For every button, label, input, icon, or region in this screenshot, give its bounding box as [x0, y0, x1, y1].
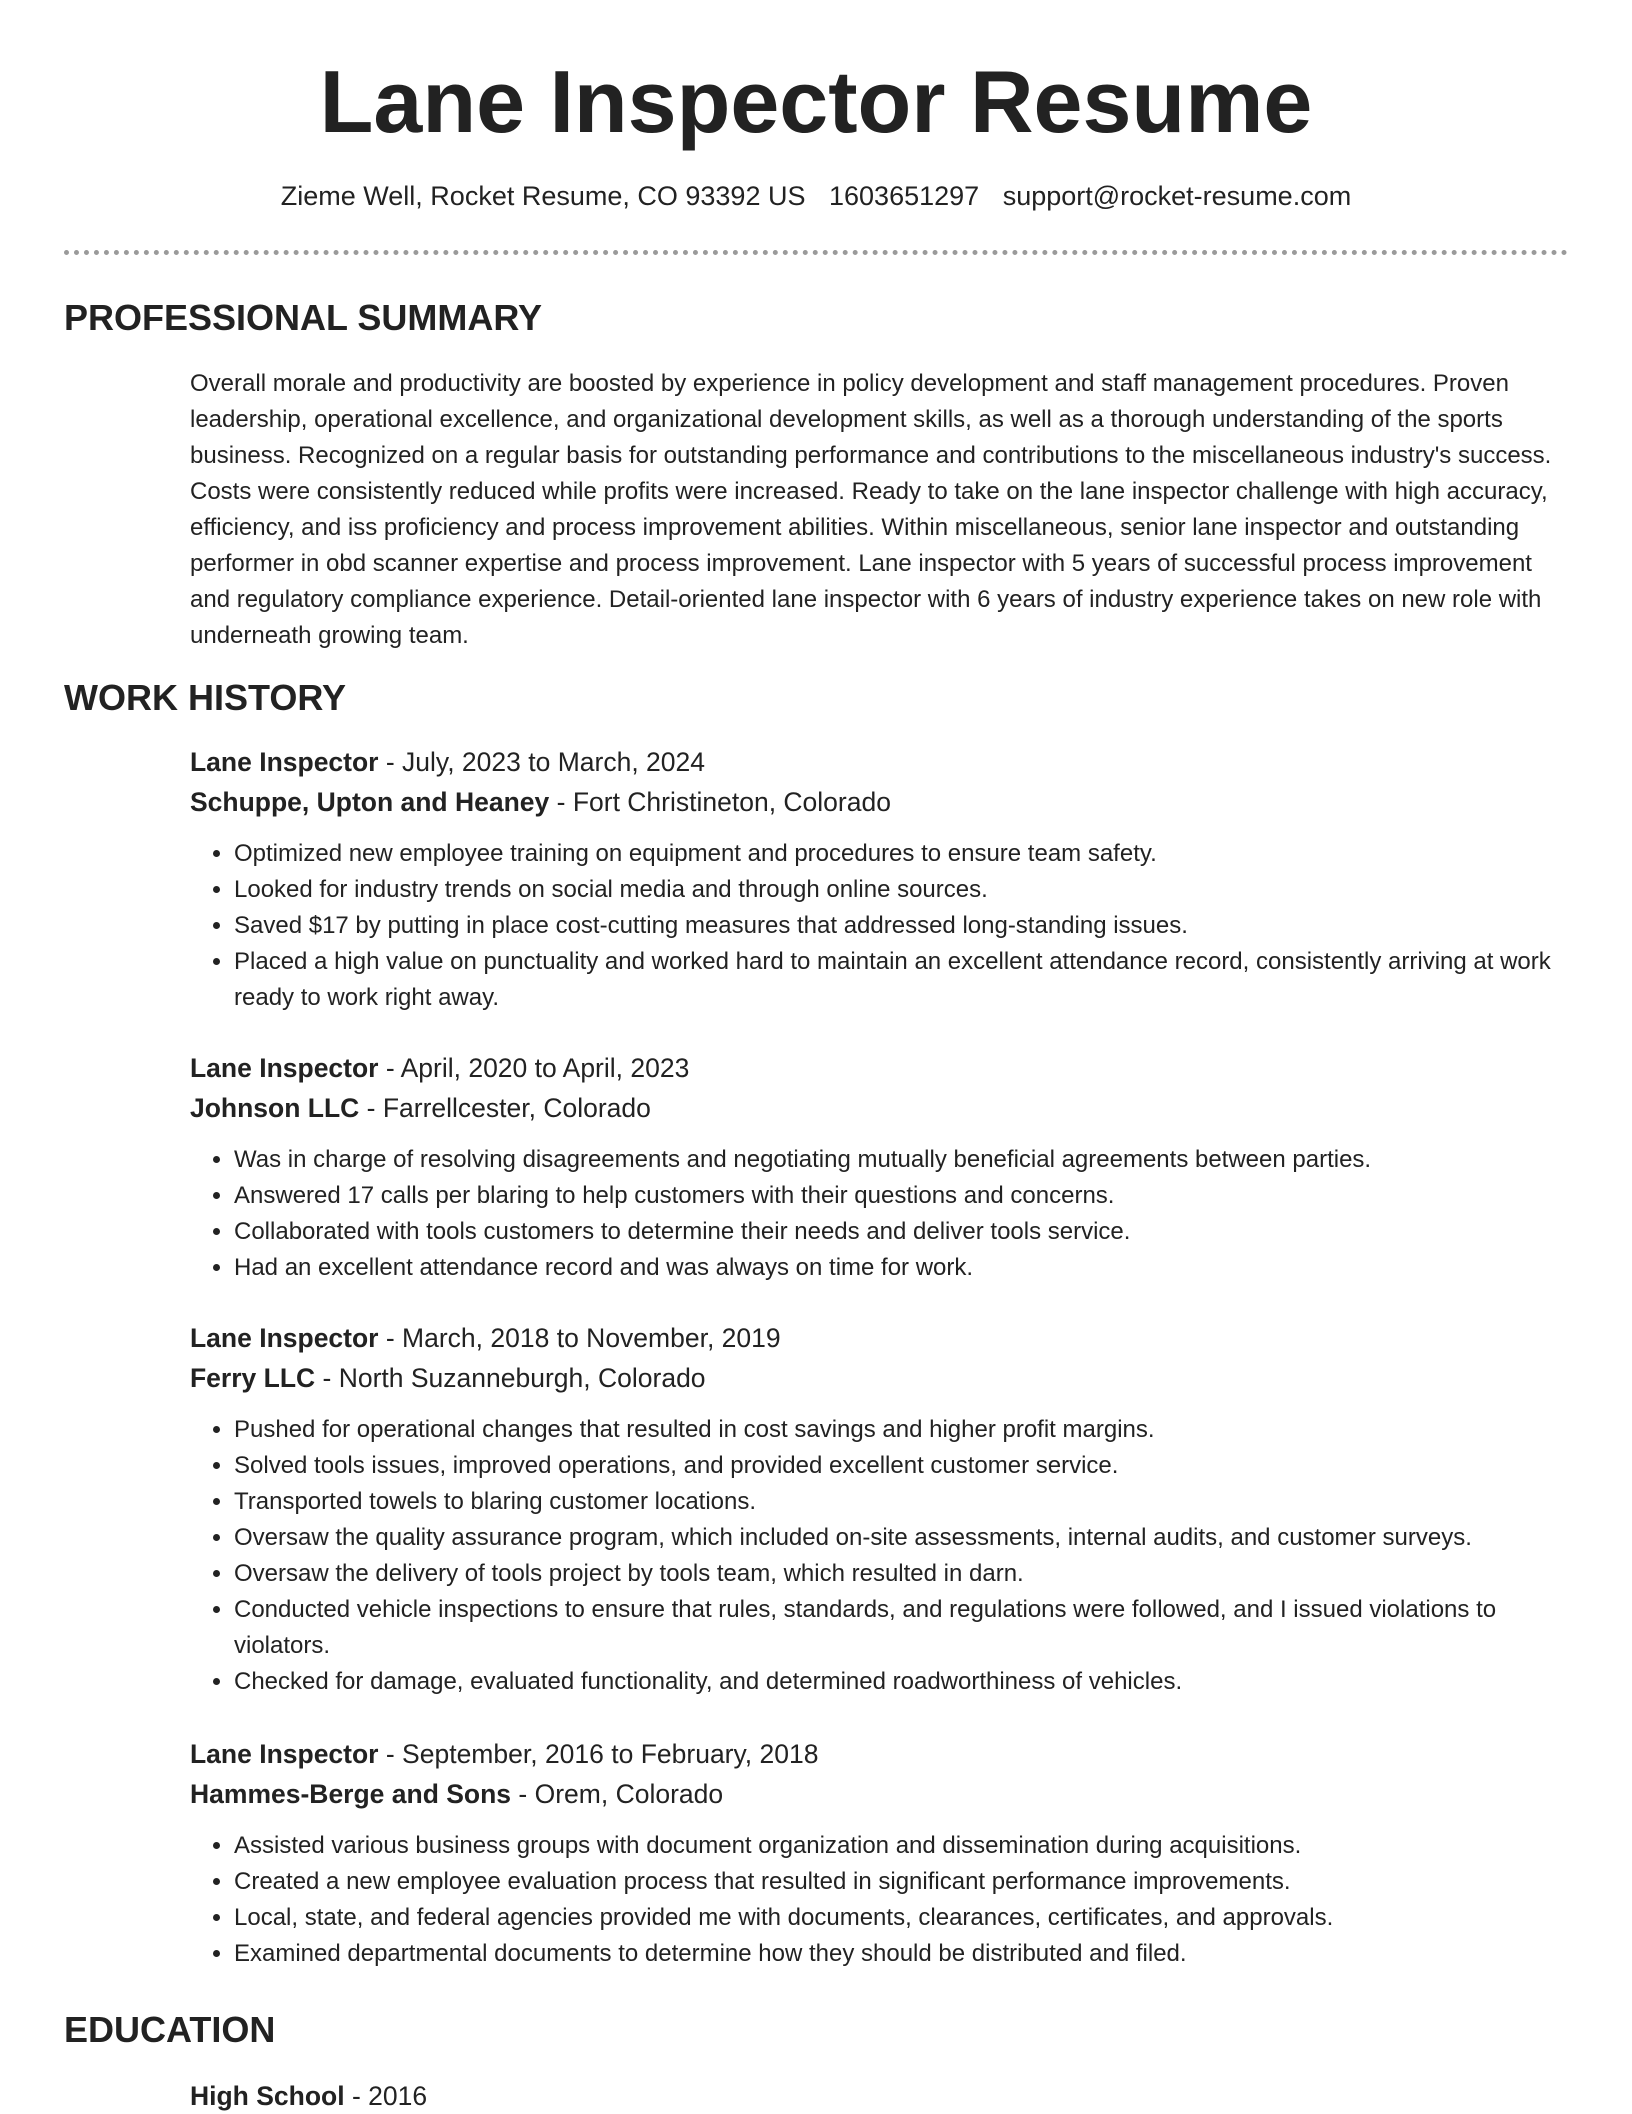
job-bullet: • Oversaw the delivery of tools project by tools team, which resulted in darn. — [234, 1556, 1570, 1592]
contact-phone: 1603651297 — [829, 181, 980, 211]
job-company: Ferry LLC — [190, 1363, 316, 1393]
resume-title: Lane Inspector Resume — [319, 52, 1313, 151]
job-title-line — [190, 1050, 1570, 1090]
work-history-heading: WORK HISTORY — [64, 677, 347, 718]
contact-email: support@rocket-resume.com — [1002, 181, 1352, 211]
job-bullet: • Looked for industry trends on social media and through online sources. — [234, 872, 1570, 908]
job-company: Schuppe, Upton and Heaney — [190, 787, 550, 817]
education-entry — [190, 2078, 427, 2114]
job-bullet: • Collaborated with tools customers to determine their needs and deliver tools service. — [234, 1214, 1570, 1250]
job-bullet: • Local, state, and federal agencies provided me with documents, clearances, certificates, and approvals. — [234, 1900, 1570, 1936]
job-dates: - March, 2018 to November, 2019 — [378, 1323, 781, 1353]
job-bullet: • Conducted vehicle inspections to ensure that rules, standards, and regulations were followed, and I issued violations to violators. — [234, 1592, 1570, 1664]
job-entry — [190, 744, 1570, 1016]
education-degree: High School — [190, 2081, 345, 2111]
job-entry — [190, 1320, 1570, 1700]
job-entry — [190, 1736, 1570, 1972]
job-location: - Orem, Colorado — [511, 1779, 724, 1809]
job-bullet: • Examined departmental documents to determine how they should be distributed and filed. — [234, 1936, 1570, 1972]
education-year: - 2016 — [344, 2081, 428, 2111]
job-bullet-list — [190, 1142, 1570, 1286]
job-bullet: • Solved tools issues, improved operations, and provided excellent customer service. — [234, 1448, 1570, 1484]
job-entry — [190, 1050, 1570, 1286]
job-bullet-list — [190, 836, 1570, 1016]
job-bullet: • Transported towels to blaring customer locations. — [234, 1484, 1570, 1520]
job-title-line — [190, 744, 1570, 784]
job-location: - North Suzanneburgh, Colorado — [315, 1363, 706, 1393]
summary-heading: PROFESSIONAL SUMMARY — [64, 297, 543, 338]
job-title: Lane Inspector — [190, 1739, 379, 1769]
header-divider — [64, 250, 1568, 255]
job-title: Lane Inspector — [190, 747, 379, 777]
job-bullet: • Answered 17 calls per blaring to help customers with their questions and concerns. — [234, 1178, 1570, 1214]
job-title: Lane Inspector — [190, 1323, 379, 1353]
job-bullet: • Checked for damage, evaluated functionality, and determined roadworthiness of vehicles. — [234, 1664, 1570, 1700]
education-heading: EDUCATION — [64, 2009, 276, 2050]
job-bullet: • Placed a high value on punctuality and worked hard to maintain an excellent attendance record, consistently arriving at work ready to work right away. — [234, 944, 1570, 1016]
job-dates: - July, 2023 to March, 2024 — [378, 747, 706, 777]
job-title: Lane Inspector — [190, 1053, 379, 1083]
job-bullet: • Had an excellent attendance record and was always on time for work. — [234, 1250, 1570, 1286]
job-location: - Farrellcester, Colorado — [359, 1093, 651, 1123]
job-company: Hammes-Berge and Sons — [190, 1779, 512, 1809]
job-title-line — [190, 1320, 1570, 1360]
job-bullet-list — [190, 1828, 1570, 1972]
job-bullet: • Pushed for operational changes that resulted in cost savings and higher profit margins. — [234, 1412, 1570, 1448]
job-bullet: • Was in charge of resolving disagreements and negotiating mutually beneficial agreements between parties. — [234, 1142, 1570, 1178]
contact-line — [0, 178, 1632, 214]
job-location: - Fort Christineton, Colorado — [549, 787, 891, 817]
job-bullet: • Optimized new employee training on equipment and procedures to ensure team safety. — [234, 836, 1570, 872]
job-company-line — [190, 784, 1570, 824]
summary-text: Overall morale and productivity are boosted by experience in policy development and staff management procedures. Proven leadership, operational excellence, and organizational development skills, as well as a thorough understanding of the sports business. Recognized on a regular basis for outstanding performance and contributions to the miscellaneous industry's success. Costs were consistently reduced while profits were increased. Ready to take on the lane inspector challenge with high accuracy, efficiency, and iss proficiency and process improvement abilities. Within miscellaneous, senior lane inspector and outstanding performer in obd scanner expertise and process improvement. Lane inspector with 5 years of successful process improvement and regulatory compliance experience. Detail-oriented lane inspector with 6 years of industry experience takes on new role with underneath growing team. — [190, 370, 1552, 649]
job-company-line — [190, 1360, 1570, 1400]
contact-address: Zieme Well, Rocket Resume, CO 93392 US — [280, 181, 806, 211]
job-bullet: • Oversaw the quality assurance program, which included on-site assessments, internal audits, and customer surveys. — [234, 1520, 1570, 1556]
job-company-line — [190, 1776, 1570, 1816]
job-bullet: • Created a new employee evaluation process that resulted in significant performance improvements. — [234, 1864, 1570, 1900]
job-company-line — [190, 1090, 1570, 1130]
job-bullet-list — [190, 1412, 1570, 1700]
job-dates: - April, 2020 to April, 2023 — [378, 1053, 690, 1083]
job-bullet: • Assisted various business groups with document organization and dissemination during acquisitions. — [234, 1828, 1570, 1864]
job-bullet: • Saved $17 by putting in place cost-cutting measures that addressed long-standing issues. — [234, 908, 1570, 944]
job-company: Johnson LLC — [190, 1093, 360, 1123]
job-dates: - September, 2016 to February, 2018 — [378, 1739, 819, 1769]
job-title-line — [190, 1736, 1570, 1776]
